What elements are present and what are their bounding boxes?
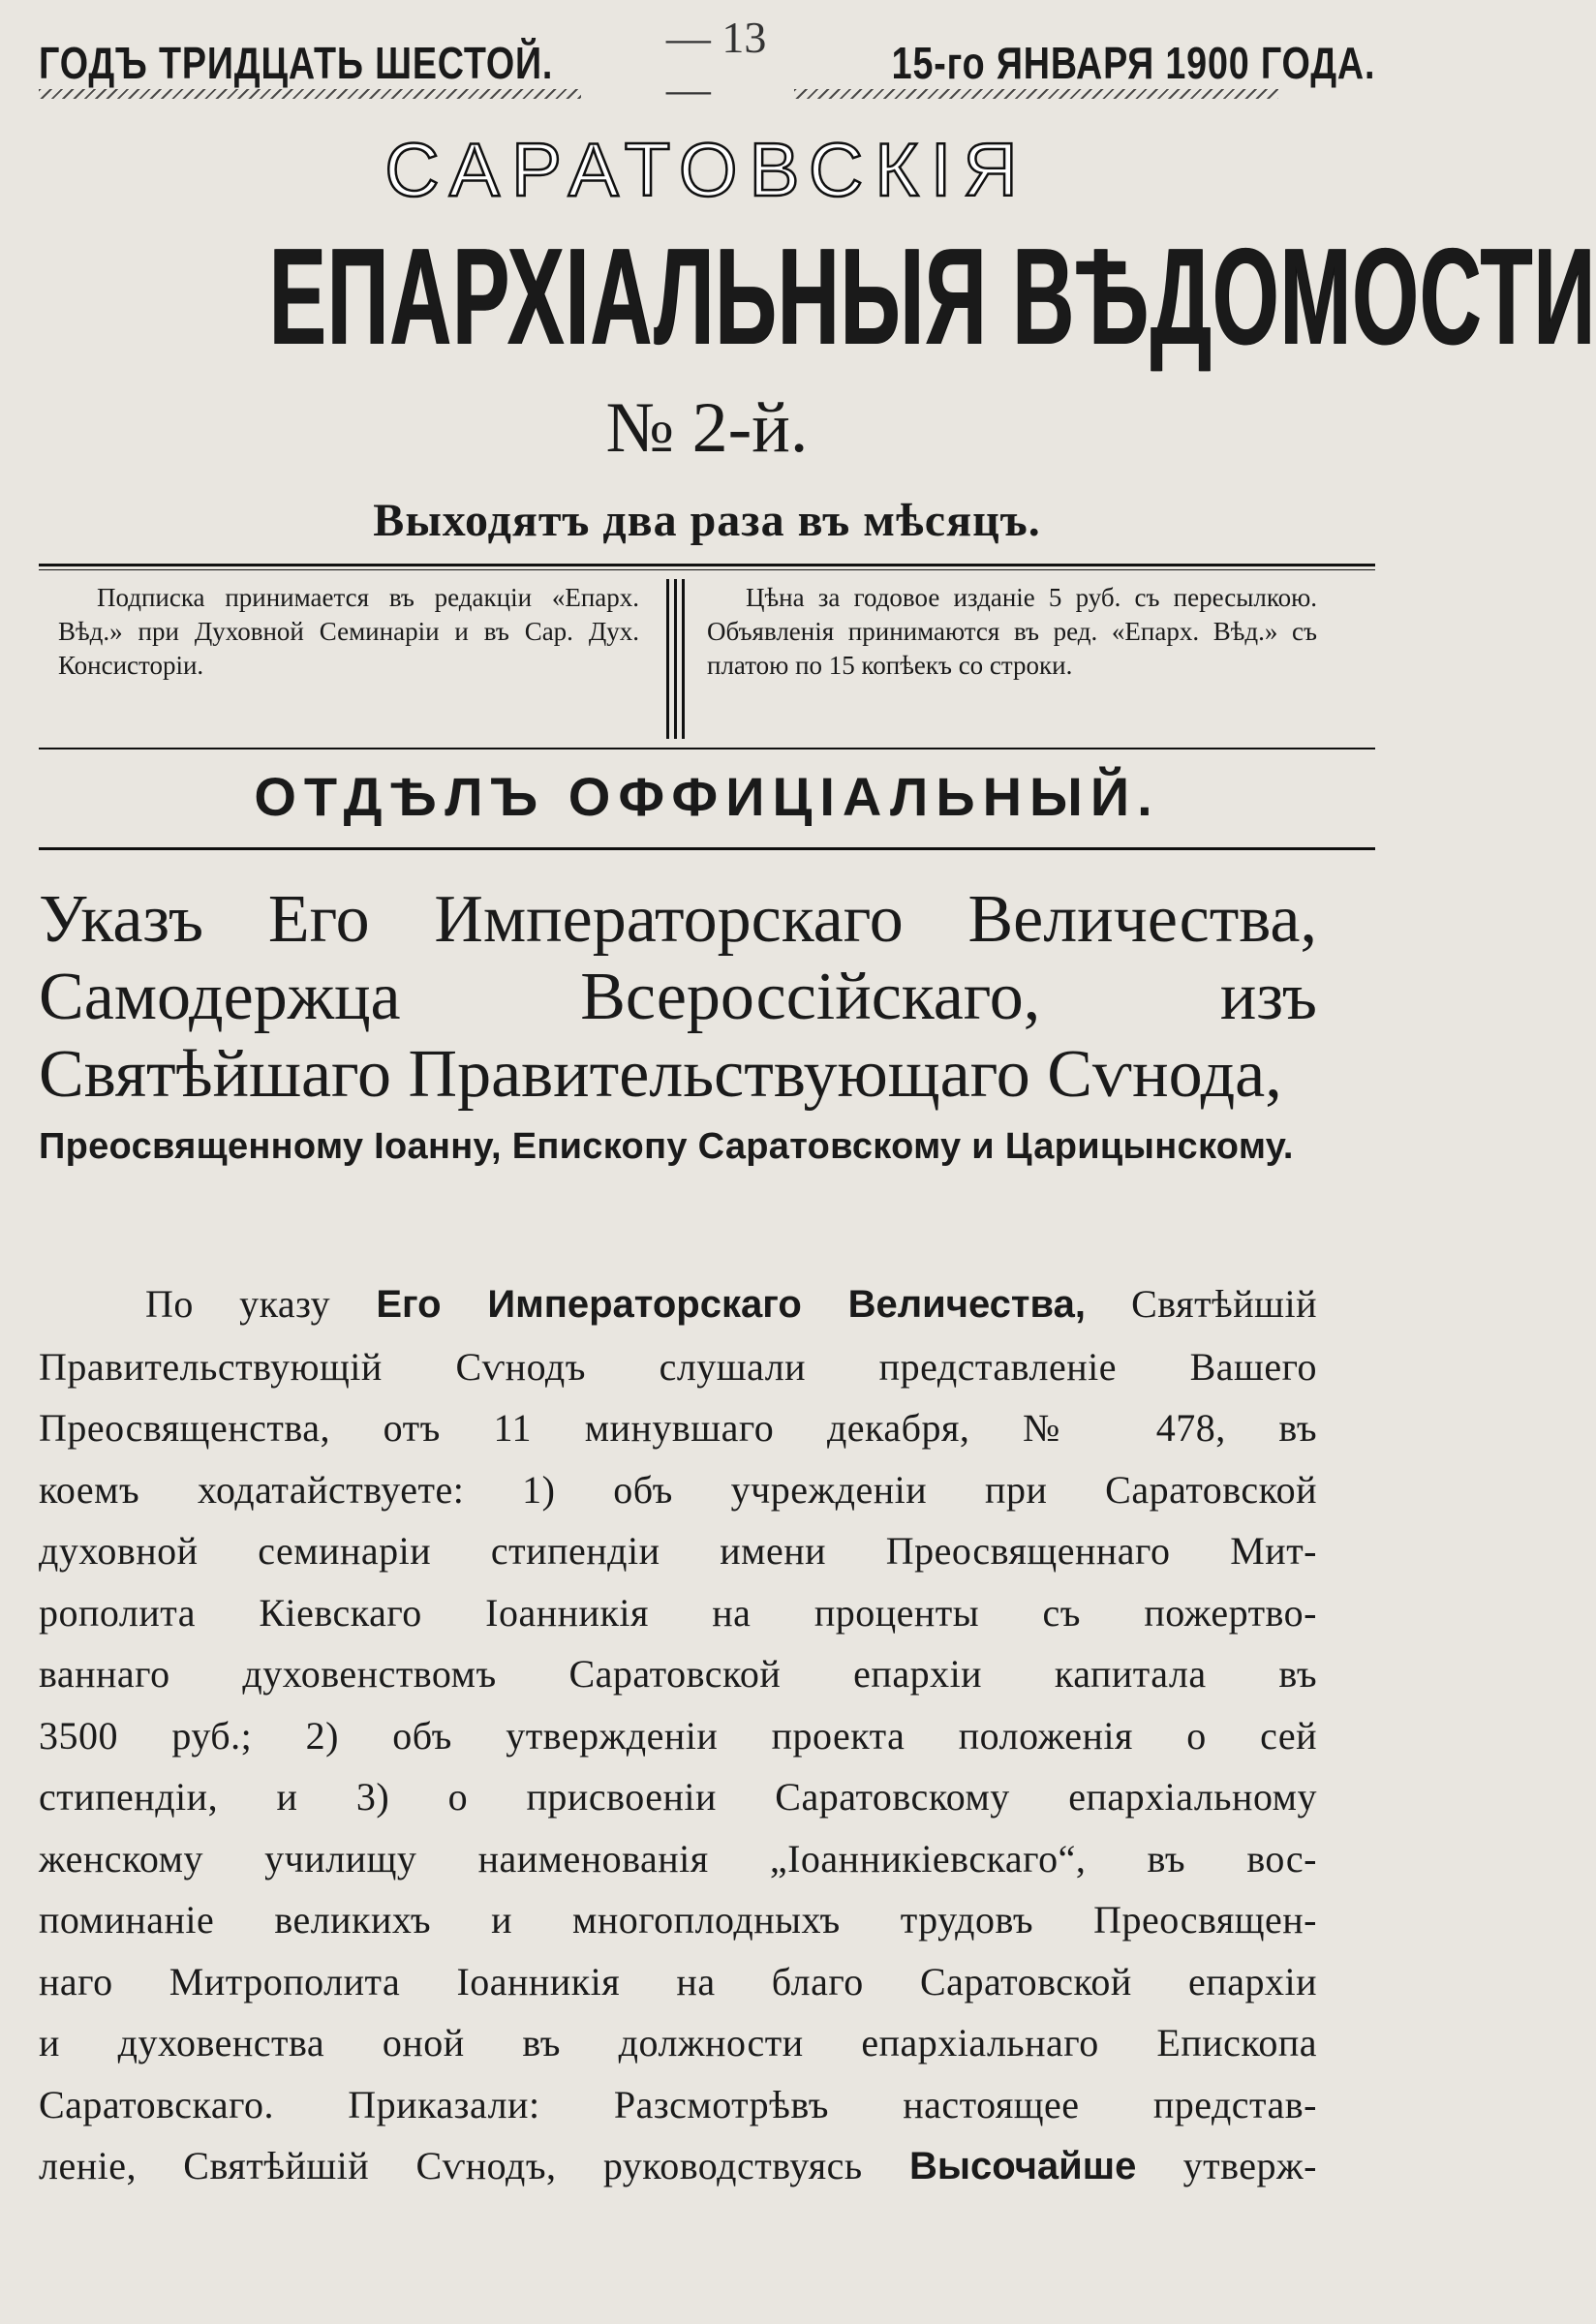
body-line: духовной семинаріи стипендіи имени Преосвященнаго Мит- (39, 1529, 1317, 1573)
body-line: и духовенства оной въ должности епархіальнаго Епископа (39, 2021, 1317, 2064)
body-line: Преосвященства, отъ 11 минувшаго декабря, № 478, въ (39, 1406, 1317, 1450)
top-header (39, 13, 1375, 113)
ukaz-heading: Указъ Его Императорскаго Величества, Самодержца Всероссійскаго, изъ Святѣйшаго Правительствующаго Сѵнода, (39, 882, 1317, 1112)
date-label: 15-го ЯНВАРЯ 1900 ГОДА. (891, 38, 1375, 88)
body-line: ваннаго духовенствомъ Саратовской епархіи капитала въ (39, 1652, 1317, 1696)
body-line: По указу Его Императорскаго Величества, Святѣйшій (145, 1282, 1317, 1326)
section-title: ОТДѢЛЪ ОФФИЦІАЛЬНЫЙ. (254, 766, 1160, 827)
ukaz-addressee: Преосвященному Іоанну, Епископу Саратовскому и Царицынскому. (39, 1126, 1294, 1167)
body-line: 3500 руб.; 2) объ утвержденіи проекта положенія о сей (39, 1713, 1317, 1758)
column-separator (666, 579, 669, 739)
page-number: — 13 — (665, 13, 767, 113)
divider (39, 847, 1375, 850)
body-line: рополита Кіевскаго Іоанникія на проценты съ пожертво- (39, 1590, 1317, 1635)
divider (39, 748, 1375, 749)
subscription-info: Подписка принимается въ редакціи «Епарх. Вѣд.» при Духовной Семинаріи и въ Сар. Дух. Консисторіи. (58, 583, 639, 680)
article-body (39, 1273, 1317, 2198)
body-line: женскому училищу наименованія „Іоанникіевскаго“, въ вос- (39, 1836, 1317, 1881)
masthead-title-line1: САРАТОВСКІЯ (384, 127, 1029, 212)
column-separator (674, 579, 677, 739)
frequency-note: Выходятъ два раза въ мѣсяцъ. (373, 495, 1041, 546)
body-line: наго Митрополита Іоанникія на благо Саратовской епархіи (39, 1959, 1317, 2003)
body-line: Саратовскаго. Приказали: Разсмотрѣвъ настоящее представ- (39, 2082, 1317, 2126)
wavy-underline-right (794, 89, 1278, 99)
body-line: коемъ ходатайствуете: 1) объ учрежденіи при Саратовской (39, 1467, 1317, 1512)
price-info: Цѣна за годовое изданіе 5 руб. съ пересылкою. Объявленія принимаются въ ред. «Епарх. Вѣд.» съ платою по 15 копѣекъ со строки. (707, 583, 1317, 680)
year-label: ГОДЪ ТРИДЦАТЬ ШЕСТОЙ. (39, 38, 554, 88)
body-line: леніе, Святѣйшій Сѵнодъ, руководствуясь Высочайше утверж- (39, 2144, 1317, 2187)
wavy-underline-left (39, 89, 581, 99)
body-line: поминаніе великихъ и многоплодныхъ трудовъ Преосвящен- (39, 1898, 1317, 1942)
divider (39, 569, 1375, 570)
body-line: стипендіи, и 3) о присвоеніи Саратовскому епархіальному (39, 1775, 1317, 1819)
divider (39, 564, 1375, 566)
issue-number: № 2-й. (605, 388, 809, 468)
column-separator (682, 579, 685, 739)
body-line: Правительствующій Сѵнодъ слушали представленіе Вашего (39, 1344, 1317, 1389)
masthead-title-line2: ЕПАРХІАЛЬНЫЯ ВѢДОМОСТИ (268, 220, 1596, 374)
